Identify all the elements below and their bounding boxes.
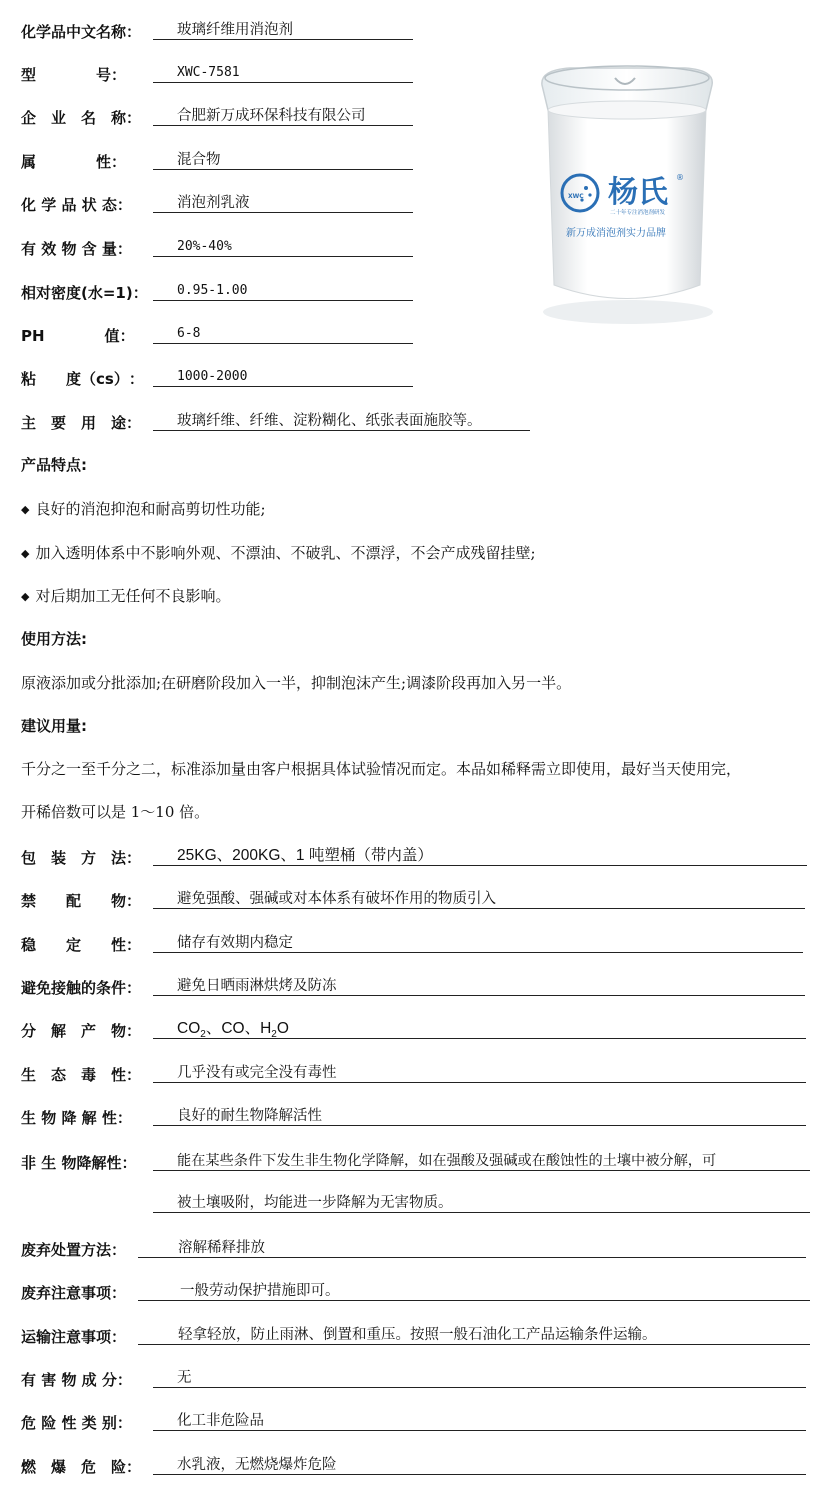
field-model: 型 号 ：	[21, 66, 127, 84]
field-value: 良好的耐生物降解活性	[153, 1106, 806, 1126]
field-transport-notes: 运输注意事项 ：	[21, 1328, 127, 1346]
field-label: 相对密度(水=1)	[21, 284, 133, 302]
field-label: 生 物 降 解 性	[21, 1109, 117, 1127]
field-value: $CO_2$、CO、$H_2O$	[153, 1019, 806, 1039]
field-value: 合肥新万成环保科技有限公司	[153, 106, 413, 126]
brand-tagline: 新万成消泡剂实力品牌	[566, 228, 666, 239]
field-density: 相对密度(水=1) ：	[21, 284, 148, 302]
field-label: 有 效 物 含 量	[21, 240, 117, 258]
field-label: 避免接触的条件	[21, 979, 127, 997]
field-label: 废弃处置方法	[21, 1241, 112, 1259]
logo-text: XWC	[568, 193, 584, 200]
field-value: 储存有效期内稳定	[153, 933, 803, 953]
field-hazardous-components: 有 害 物 成 分 ：	[21, 1371, 132, 1389]
field-value-continued: 被土壤吸附，均能进一步降解为无害物质。	[153, 1193, 810, 1213]
field-usage: 主 要 用 途 ：	[21, 414, 142, 432]
features-heading: 产品特点:	[21, 456, 87, 474]
field-label: 企 业 名 称	[21, 109, 127, 127]
field-value: 混合物	[153, 150, 413, 170]
field-value: 溶解稀释排放	[138, 1238, 806, 1258]
feature-item	[21, 543, 536, 565]
field-value: 玻璃纤维用消泡剂	[153, 20, 413, 40]
field-value: 能在某些条件下发生非生物化学降解，如在强酸及强碱或在酸蚀性的土壤中被分解，可	[153, 1151, 810, 1171]
field-avoid-conditions: 避免接触的条件 ：	[21, 979, 142, 997]
feature-text: 对后期加工无任何不良影响。	[35, 587, 231, 605]
brand-name: 杨氏	[608, 175, 668, 210]
field-disposal-notes: 废弃注意事项 ：	[21, 1284, 127, 1302]
usage-text: 原液添加或分批添加;在研磨阶段加入一半，抑制泡沫产生;调漆阶段再加入另一半。	[21, 674, 572, 692]
diamond-bullet-icon: ◆	[21, 547, 30, 560]
field-label: 非 生 物降解性	[21, 1154, 122, 1172]
dosage-heading: 建议用量:	[21, 717, 87, 735]
field-value: 轻拿轻放，防止雨淋、倒置和重压。按照一般石油化工产品运输条件运输。	[138, 1325, 810, 1345]
field-value: 25KG、200KG、1 吨塑桶（带内盖）	[153, 846, 807, 866]
field-label: 主 要 用 途	[21, 414, 127, 432]
field-value: 0.95-1.00	[153, 281, 413, 301]
field-value: 消泡剂乳液	[153, 193, 413, 213]
field-value: 玻璃纤维、纤维、淀粉糊化、纸张表面施胶等。	[153, 411, 530, 431]
field-label: 属 性	[21, 153, 112, 171]
field-viscosity: 粘 度（cs） ：	[21, 370, 144, 388]
registered-mark: ®	[676, 173, 684, 182]
field-decomposition: 分 解 产 物 ：	[21, 1022, 142, 1040]
feature-text: 良好的消泡抑泡和耐高剪切性功能;	[35, 500, 266, 518]
brand-tagline-small: 二十年专注消泡剂研发	[610, 210, 666, 216]
feature-text: 加入透明体系中不影响外观、不漂油、不破乳、不漂浮，不会产成残留挂壁;	[35, 544, 536, 562]
field-label: 化 学 品 状 态	[21, 196, 117, 214]
field-incompatible: 禁 配 物 ：	[21, 892, 142, 910]
field-label: 粘 度（cs）	[21, 370, 129, 388]
field-label: 废弃注意事项	[21, 1284, 112, 1302]
field-abiotic-degradation: 非 生 物降解性 ：	[21, 1154, 137, 1172]
field-company: 企 业 名 称 ：	[21, 109, 142, 127]
field-stability: 稳 定 性 ：	[21, 936, 142, 954]
field-label: 生 态 毒 性	[21, 1066, 127, 1084]
field-hazard-class: 危 险 性 类 别 ：	[21, 1414, 132, 1432]
field-value: 6-8	[153, 324, 413, 344]
field-value: 水乳液，无燃烧爆炸危险	[153, 1455, 806, 1475]
field-value: 无	[153, 1368, 806, 1388]
product-beaker-image	[530, 50, 725, 340]
field-label: 运输注意事项	[21, 1328, 112, 1346]
field-value: 20%-40%	[153, 237, 413, 257]
dosage-line-1: 千分之一至千分之二，标准添加量由客户根据具体试验情况而定。本品如稀释需立即使用，最好当天使用完，	[21, 760, 742, 778]
field-content: 有 效 物 含 量 ：	[21, 240, 132, 258]
field-ph: PH 值 ：	[21, 327, 135, 345]
field-label: 包 装 方 法	[21, 849, 127, 867]
field-value: 化工非危险品	[153, 1411, 806, 1431]
field-ecotoxicity: 生 态 毒 性 ：	[21, 1066, 142, 1084]
usage-heading: 使用方法:	[21, 630, 87, 648]
field-value: 避免日晒雨淋烘烤及防冻	[153, 976, 805, 996]
field-explosion-hazard: 燃 爆 危 险 ：	[21, 1458, 142, 1476]
field-property: 属 性 ：	[21, 153, 127, 171]
dosage-line-2: 开稀倍数可以是 1～10 倍。	[21, 803, 210, 821]
field-label: 燃 爆 危 险	[21, 1458, 127, 1476]
field-label: 稳 定 性	[21, 936, 127, 954]
field-label: 有 害 物 成 分	[21, 1371, 117, 1389]
field-label: PH 值	[21, 327, 120, 345]
field-chinese-name: 化学品中文名称 ：	[21, 23, 142, 41]
field-label: 禁 配 物	[21, 892, 127, 910]
field-disposal-method: 废弃处置方法 ：	[21, 1241, 127, 1259]
diamond-bullet-icon: ◆	[21, 503, 30, 516]
field-value: 一般劳动保护措施即可。	[138, 1281, 810, 1301]
field-biodegradability: 生 物 降 解 性 ：	[21, 1109, 132, 1127]
field-value: 几乎没有或完全没有毒性	[153, 1063, 806, 1083]
field-label: 型 号	[21, 66, 112, 84]
field-label: 化学品中文名称	[21, 23, 127, 41]
field-value: 1000-2000	[153, 367, 413, 387]
field-state: 化 学 品 状 态 ：	[21, 196, 132, 214]
feature-item	[21, 499, 266, 521]
field-packaging: 包 装 方 法 ：	[21, 849, 142, 867]
field-label: 危 险 性 类 别	[21, 1414, 117, 1432]
field-value: 避免强酸、强碱或对本体系有破坏作用的物质引入	[153, 889, 805, 909]
diamond-bullet-icon: ◆	[21, 590, 30, 603]
feature-item	[21, 586, 230, 608]
field-value: XWC-7581	[153, 63, 413, 83]
field-label: 分 解 产 物	[21, 1022, 127, 1040]
